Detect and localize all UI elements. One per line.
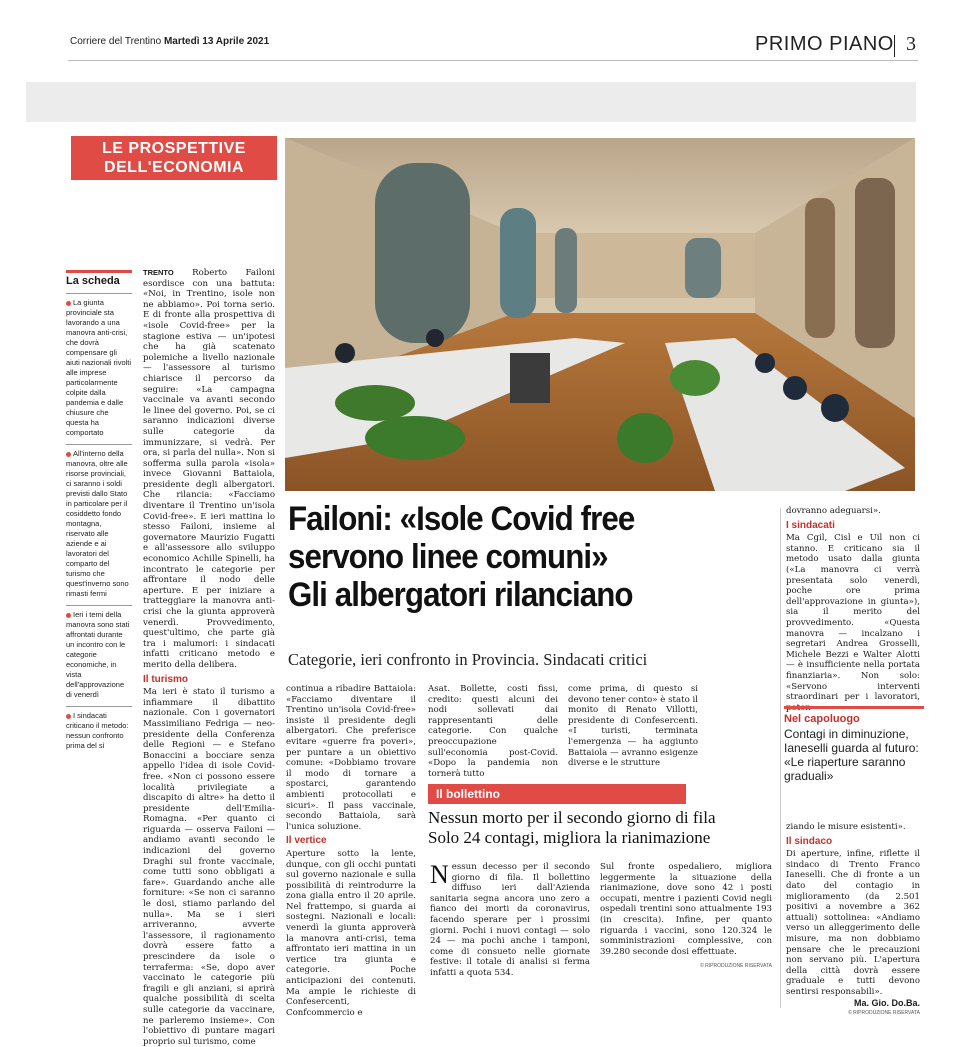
body-text: Sul fronte ospedaliero, migliora leggermente la situazione della rianimazione, dove sono 42 i posti occupati, mentre i pazienti Covid negli ospedali trentini sono attualmente 193 (in crescita). Infine, per quanto riguarda i vaccini, sono 120.324 le somministrazioni complessive, con 39.280 seconde dosi effettuate.: [600, 862, 772, 957]
capoluogo-box: [784, 706, 924, 783]
copyright-note: © RIPRODUZIONE RISERVATA: [848, 1010, 920, 1017]
capoluogo-label: Nel capoluogo: [784, 713, 860, 725]
body-text: essun decesso per il secondo giorno di fila. Il bollettino diffuso ieri dall'Azienda sanitaria segna ancora uno zero a fianco dei morti da coronavirus, facendo sperare per i prossimi giorni. Pochi i nuovi contagi — solo 24 — ma pochi anche i tamponi, come di consueto nelle giornate festive: il totale di analisi si ferma infatti a quota 534.: [430, 862, 590, 978]
bollettino-headline: [428, 808, 778, 848]
sidebar-column: [786, 506, 920, 713]
drop-cap: N: [430, 860, 449, 889]
bullet-icon: [66, 452, 71, 457]
headline-line-3: Gli albergatori rilanciano: [288, 576, 633, 614]
bullet-icon: [66, 301, 71, 306]
article-column-4: [568, 684, 698, 782]
council-room-photo: [285, 138, 915, 491]
masthead: [70, 36, 269, 47]
header-rule: [68, 60, 918, 61]
grey-band: [26, 82, 916, 122]
bollettino-column-1: [430, 862, 590, 1012]
bollettino-head-2: Solo 24 contagi, migliora la rianimazione: [428, 828, 711, 847]
body-text: Di aperture, infine, riflette il sindaco di Trento Franco Ianeselli. Che di fronte a un dato del contagio in miglioramento (da 2.501 positivi a novembre a 362 attuali) sottolinea: «Andiamo verso un alleggerimento delle misure, ma non dobbiamo pensare che le precauzioni non servano più. L'apertura della città dovrà essere graduale e tutti devono sentirsi responsabili».: [786, 849, 920, 997]
scheda-item: Ieri i temi della manovra sono stati affrontati durante un incontro con le categorie economiche, in vista dell'approvazione di venerdì: [66, 605, 132, 700]
bollettino-label: Il bollettino: [428, 784, 686, 804]
kicker-line-2: DELL'ECONOMIA: [103, 159, 245, 176]
scheda-item: All'interno della manovra, oltre alle risorse provinciali, ci saranno i soldi previsti dallo Stato in particolare per il cosiddetto fondo montagna, riservato alle aziende e ai lavoratori del comparto del turismo che quest'inverno sono rimasti fermi: [66, 444, 132, 599]
headline-line-2: servono linee comuni»: [288, 538, 608, 576]
section-name: PRIMO PIANO: [755, 33, 894, 55]
body-text: continua a ribadire Battaiola: «Facciamo diventare il Trentino un'isola Covid-free» insiste il presidente degli albergatori. Che preferisce evitare «guerre fra poveri», per puntare a un obiettivo comune: «Dobbiamo trovare il modo di tornare a spostarci, garantendo ambienti protocollati e sicuri». Il pass vaccinale, secondo Battaiola, sarà l'unica soluzione.: [286, 684, 416, 832]
scheda-item: I sindacati criticano il metodo: nessun confronto prima del sì: [66, 706, 132, 751]
body-text: come prima, di questo si devono tener conto» è stato il monito di Renato Villotti, presidente di Confesercenti. «I turisti, terminata l'emergenza — ha aggiunto Battaiola — avranno esigenze diverse e le strutture: [568, 684, 698, 769]
headline-line-1: Failoni: «Isole Covid free: [288, 500, 635, 538]
paper-name: Corriere del Trentino: [70, 36, 162, 47]
body-text: Ma Cgil, Cisl e Uil non ci stanno. E criticano sia il metodo usato dalla giunta («La manovra ci verrà presentata solo venerdì, poche ore prima dell'approvazione in giunta»), sia il merito del provvedimento. «Questa manovra — incalzano i segretari Andrea Grosselli, Michele Bezzi e Walter Alotti — è insufficiente nella portata finanziaria». Non solo: «Servono interventi straordinari per i lavoratori, poten-: [786, 533, 920, 713]
main-headline: [288, 500, 720, 614]
scheda-box: [66, 270, 132, 751]
scheda-title: La scheda: [66, 270, 132, 287]
subhead-sindaco: Il sindaco: [786, 835, 833, 847]
headline-subtitle: Categorie, ieri confronto in Provincia. Sindacati critici: [288, 650, 648, 669]
column-divider: [780, 508, 781, 1008]
kicker-line-1: LE PROSPETTIVE: [102, 140, 246, 157]
body-text: Asat. Bollette, costi fissi, credito: questi alcuni dei nodi sollevati dai rappresentanti delle categorie. Con qualche preoccupazione sull'economia post-Covid. «Dopo la pandemia non tornerà tutto: [428, 684, 558, 779]
subhead-vertice: Il vertice: [286, 835, 327, 847]
dateline: TRENTO: [143, 268, 174, 277]
bollettino-head-1: Nessun morto per il secondo giorno di fila: [428, 808, 716, 827]
subhead-sindacati: I sindacati: [786, 519, 835, 531]
bullet-icon: [66, 714, 71, 719]
bollettino-column-2: [600, 862, 772, 1012]
article-column-2: [286, 684, 416, 1018]
page-number: 3: [906, 33, 916, 55]
capoluogo-headline: Contagi in diminuzione, Ianeselli guarda al futuro: «Le riaperture saranno graduali»: [784, 727, 919, 783]
scheda-item: La giunta provinciale sta lavorando a una manovra anti-crisi, che dovrà compensare gli aiuti nazionali rivolti alle imprese particolarmente colpite dalla pandemia e dalle chiusure che questa ha comportato: [66, 293, 132, 438]
body-text: dovranno adeguarsi».: [786, 506, 881, 516]
body-text: Ma ieri è stato il turismo a infiammare il dibattito nazionale. Con i governatori Massimiliano Fedriga — neo-presidente della Conferenza delle Regioni — e Stefano Bonaccini a bocciare senza appello l'idea di isole Covid-free. «Non ci possono essere località privilegiate a discapito di altre» ha detto il presidente dell'Emilia-Romagna. «Per quanto ci riguarda — osserva Failoni — andiamo avanti secondo le indicazioni del governo Draghi sul fronte vaccinale, come tutti sono obbligati a fare». Guardando anche alle forniture: «Se non ci saranno le dosi, stiamo parlando del nulla». Ma se i sieri arriveranno, avverte l'assessore, il ragionamento dovrà essere fatto a prescindere da isole o terraferma: «Se, dopo aver vaccinato le categorie più fragili e gli anziani, si aprirà qualche possibilità di scelta sulle categorie da vaccinare, ne parleremo insieme». Con l'obiettivo di puntare magari proprio sul turismo, come: [143, 687, 275, 1047]
subhead-turismo: Il turismo: [143, 673, 189, 685]
header-divider: [894, 35, 895, 57]
body-text: ziando le misure esistenti».: [786, 822, 906, 832]
section-kicker: [71, 136, 277, 180]
article-column-3: [428, 684, 558, 782]
bullet-icon: [66, 613, 71, 618]
body-text: Aperture sotto la lente, dunque, con gli occhi puntati sul governo nazionale e sulla possibilità di reintrodurre la zona gialla entro il 20 aprile. Nel frattempo, si guarda ai sostegni. Nazionali e locali: venerdì la giunta approverà la manovra anti-crisi, tema affrontato ieri mattina in un vertice tra giunta e categorie. Poche anticipazioni dei contenuti. Ma ampie le richieste di Confesercenti, Confcommercio e: [286, 848, 416, 1018]
byline: Ma. Gio. Do.Ba.: [853, 997, 920, 1008]
issue-date: Martedì 13 Aprile 2021: [163, 36, 270, 47]
body-text: Roberto Failoni esordisce con una battuta: «Noi, in Trentino, isole non ne abbiamo». Poi torna serio. E di fronte alla prospettiva di «isole Covid-free» per la stagione estiva — un'ipotesi che ha già scatenato polemiche a livello nazionale — l'assessore al turismo chiarisce il percorso da seguire: «La campagna vaccinale va avanti secondo le linee del governo. Poi, se ci saranno indicazioni diverse sulle categorie da immunizzare, si vedrà. Per ora, si parla del nulla». Non si sofferma sulla parola «isola» invece Giovanni Battaiola, presidente degli albergatori. Che rilancia: «Facciamo diventare il Trentino un'isola Covid-free». E ieri mattina lo stesso Failoni, insieme al governatore Maurizio Fugatti e all'assessore allo sviluppo economico Achille Spinelli, ha incontrato le categorie per affrontare il nodo delle aperture. E per iniziare a tratteggiare la manovra anti-crisi che la giunta approverà venerdì. Provvedimento, quest'ultimo, che parte già tra i malumori: i sindacati infatti criticano metodo e merito della delibera.: [143, 268, 275, 670]
sidebar-column-lower: [786, 822, 920, 1017]
copyright-note: © RIPRODUZIONE RISERVATA: [700, 963, 772, 970]
article-column-1: [143, 268, 275, 1047]
